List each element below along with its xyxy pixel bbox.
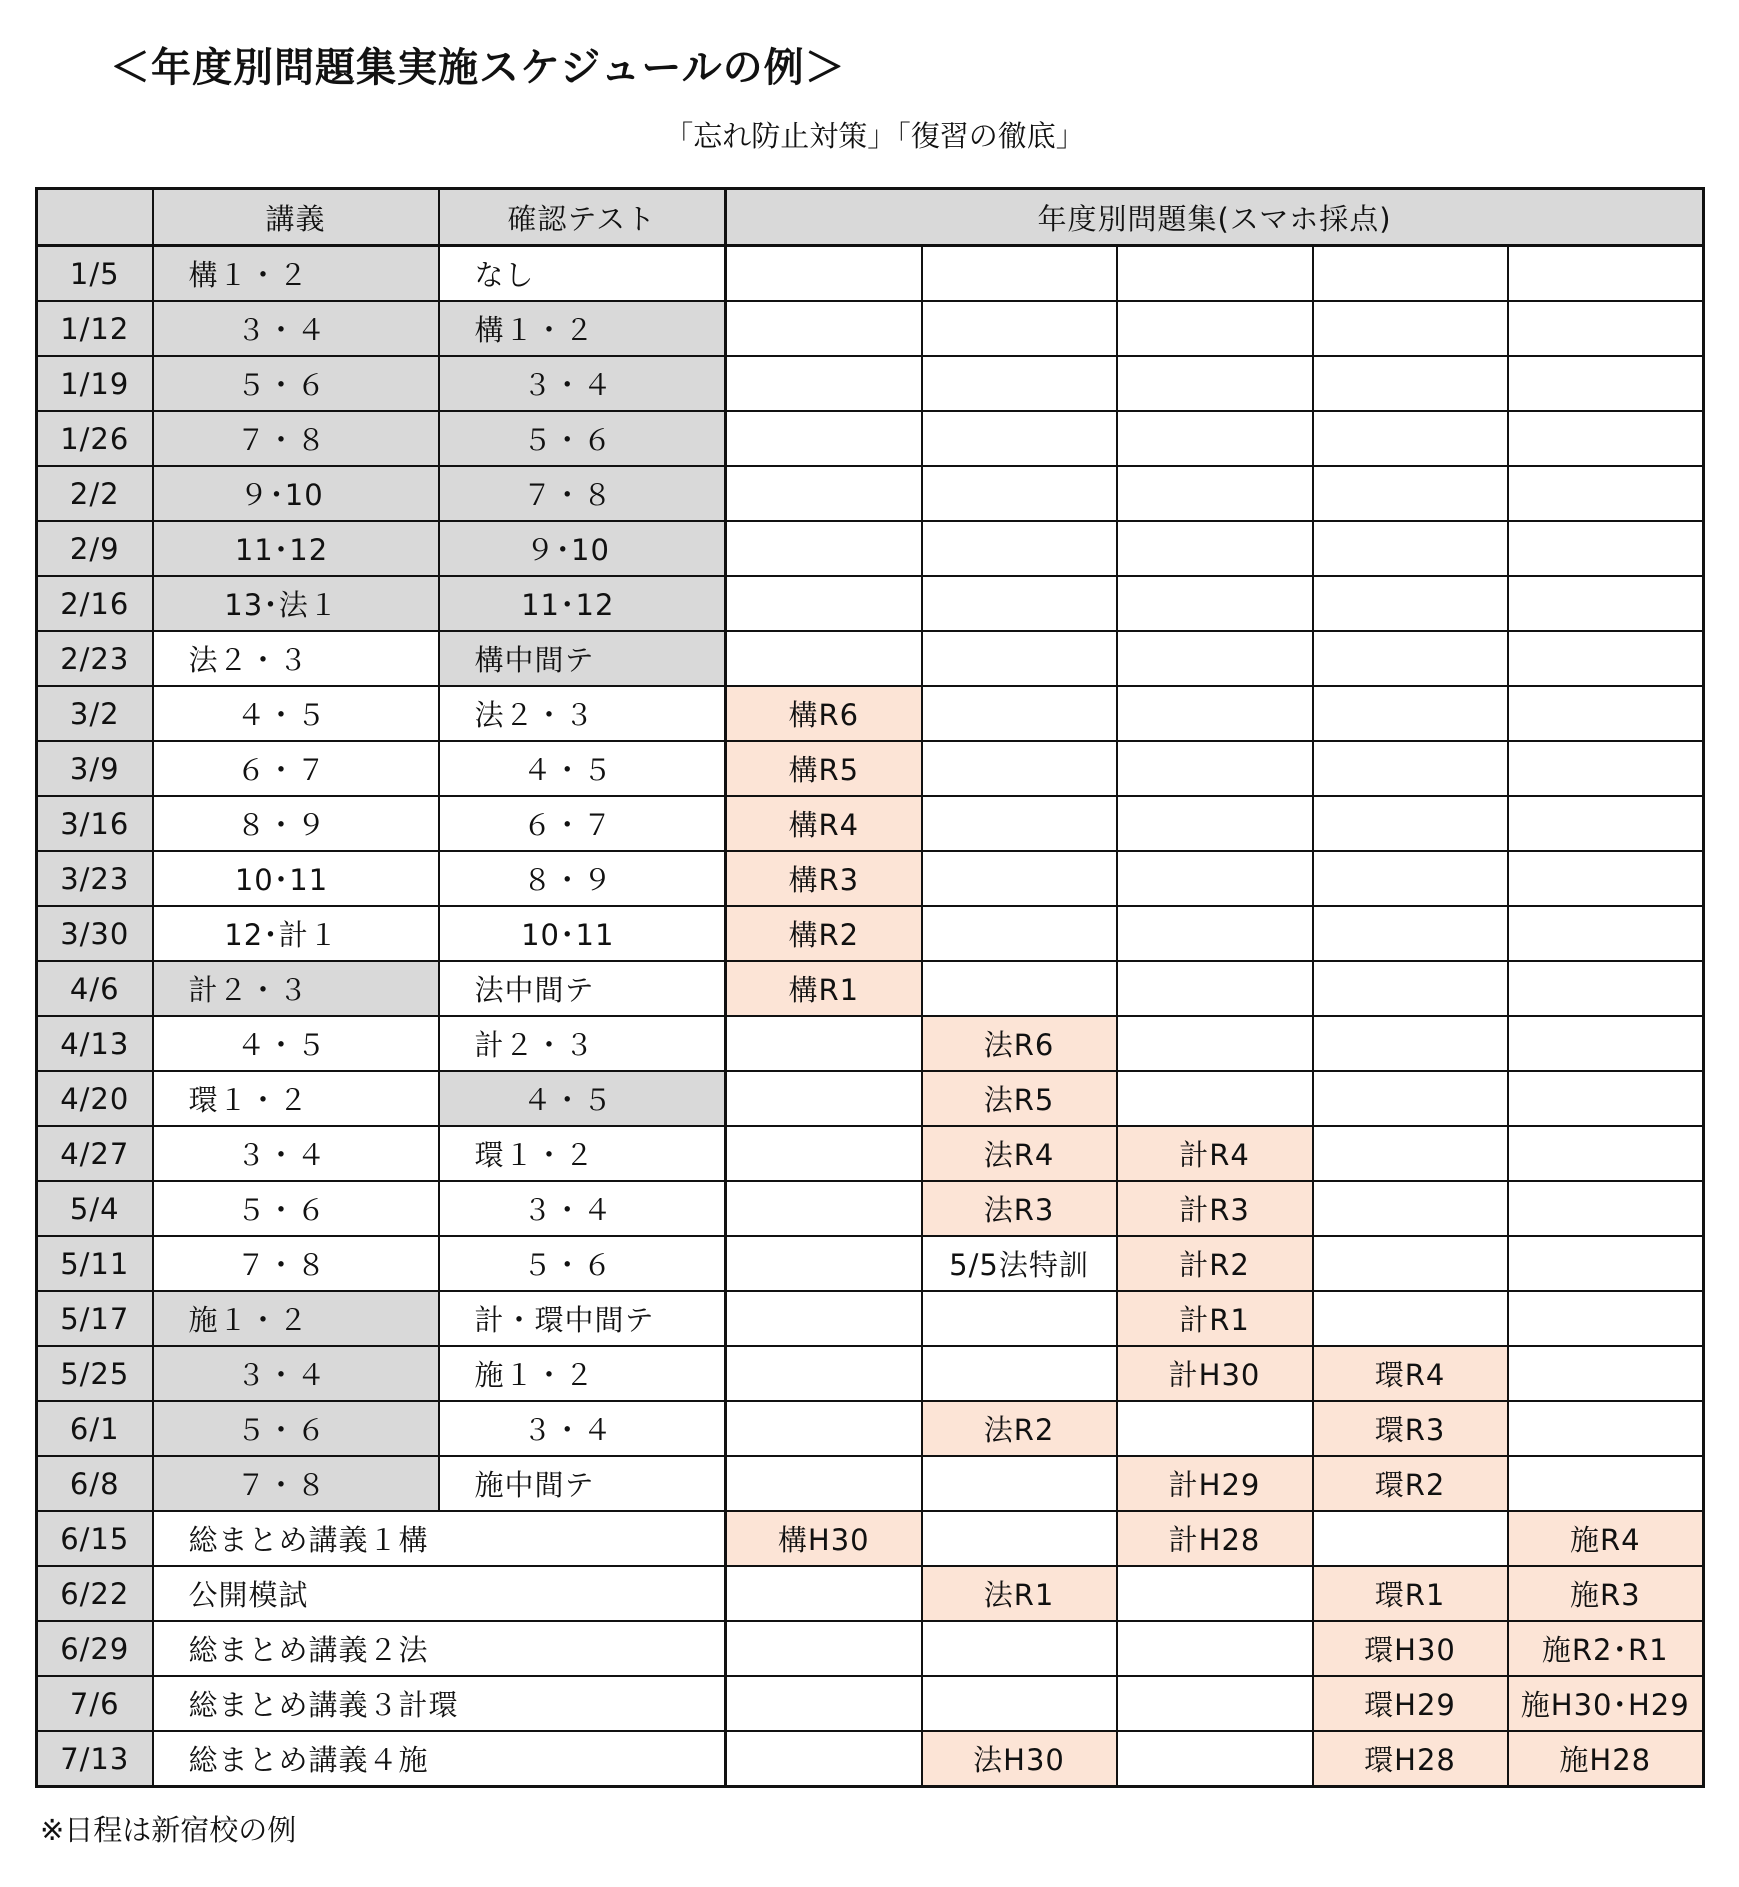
table-row [37,1071,1704,1126]
problem-cell-1 [726,1016,922,1071]
row-test: ５・６ [439,1236,726,1291]
row-date: 2/9 [37,521,153,576]
problem-cell-1 [726,1181,922,1236]
problem-cell-5 [1508,576,1704,631]
row-date: 2/2 [37,466,153,521]
table-row [37,741,1704,796]
problem-cell-3 [1117,411,1313,466]
problem-cell-3 [1117,1071,1313,1126]
problem-cell-5 [1508,851,1704,906]
row-date: 7/6 [37,1676,153,1731]
table-row [37,686,1704,741]
problem-cell-2 [922,356,1117,411]
row-test: 構１・２ [439,301,726,356]
problem-cell-5 [1508,1071,1704,1126]
row-lecture: 法２・３ [153,631,439,686]
table-row [37,1346,1704,1401]
row-test: なし [439,246,726,302]
row-test: ９･10 [439,521,726,576]
problem-cell-4 [1313,1511,1508,1566]
problem-cell-4 [1313,1071,1508,1126]
row-test: ３・４ [439,1401,726,1456]
problem-cell-4 [1313,961,1508,1016]
row-date: 6/1 [37,1401,153,1456]
row-lecture: 13･法１ [153,576,439,631]
row-lecture: ４・５ [153,1016,439,1071]
table-row [37,356,1704,411]
problem-cell-1 [726,1126,922,1181]
row-date: 2/23 [37,631,153,686]
row-test: 環１・２ [439,1126,726,1181]
row-date: 6/22 [37,1566,153,1621]
problem-cell-3 [1117,1016,1313,1071]
row-date: 6/15 [37,1511,153,1566]
problem-cell-1 [726,1456,922,1511]
problem-cell-1: 構R4 [726,796,922,851]
row-date: 1/12 [37,301,153,356]
row-date: 7/13 [37,1731,153,1787]
row-date: 1/19 [37,356,153,411]
problem-cell-5 [1508,1291,1704,1346]
row-test: 構中間テ [439,631,726,686]
problem-cell-3 [1117,1621,1313,1676]
problem-cell-5 [1508,1346,1704,1401]
row-date: 5/4 [37,1181,153,1236]
table-row [37,1291,1704,1346]
row-date: 4/6 [37,961,153,1016]
table-row [37,576,1704,631]
problem-cell-2 [922,1676,1117,1731]
table-row [37,1731,1704,1787]
problem-cell-2: 法R2 [922,1401,1117,1456]
row-date: 1/26 [37,411,153,466]
row-date: 5/17 [37,1291,153,1346]
table-row [37,1181,1704,1236]
problem-cell-3 [1117,356,1313,411]
table-row [37,1236,1704,1291]
problem-cell-1 [726,1071,922,1126]
problem-cell-2 [922,301,1117,356]
problem-cell-1: 構R2 [726,906,922,961]
problem-cell-5 [1508,796,1704,851]
row-test: ３・４ [439,1181,726,1236]
row-lecture: 12･計１ [153,906,439,961]
problem-cell-2 [922,741,1117,796]
problem-cell-4 [1313,411,1508,466]
table-row [37,246,1704,302]
table-row [37,796,1704,851]
problem-cell-4 [1313,1016,1508,1071]
problem-cell-5 [1508,741,1704,796]
problem-cell-2: 5/5法特訓 [922,1236,1117,1291]
table-row [37,411,1704,466]
problem-cell-5 [1508,1401,1704,1456]
problem-cell-1 [726,1291,922,1346]
problem-cell-4 [1313,301,1508,356]
problem-cell-1 [726,1346,922,1401]
row-test: 計２・３ [439,1016,726,1071]
problem-cell-3: 計H30 [1117,1346,1313,1401]
problem-cell-3: 計H29 [1117,1456,1313,1511]
row-test: 施中間テ [439,1456,726,1511]
problem-cell-1 [726,631,922,686]
table-row [37,521,1704,576]
problem-cell-3: 計R1 [1117,1291,1313,1346]
problem-cell-2 [922,961,1117,1016]
problem-cell-3: 計R2 [1117,1236,1313,1291]
problem-cell-3 [1117,796,1313,851]
problem-cell-5 [1508,631,1704,686]
row-test: ６・７ [439,796,726,851]
problem-cell-2 [922,1291,1117,1346]
problem-cell-1 [726,411,922,466]
table-row [37,1401,1704,1456]
problem-cell-3 [1117,631,1313,686]
row-lecture: ５・６ [153,1401,439,1456]
row-lecture: ７・８ [153,1456,439,1511]
problem-cell-1 [726,466,922,521]
table-row [37,631,1704,686]
problem-cell-3 [1117,741,1313,796]
table-row [37,1126,1704,1181]
problem-cell-5 [1508,906,1704,961]
row-date: 3/9 [37,741,153,796]
row-test: 法中間テ [439,961,726,1016]
problem-cell-3 [1117,576,1313,631]
problem-cell-1 [726,246,922,302]
row-date: 6/29 [37,1621,153,1676]
page-title: ＜年度別問題集実施スケジュールの例＞ [110,45,846,91]
problem-cell-2 [922,521,1117,576]
header-problems: 年度別問題集(スマホ採点) [726,189,1704,246]
row-date: 3/23 [37,851,153,906]
problem-cell-1: 構R5 [726,741,922,796]
problem-cell-3 [1117,851,1313,906]
schedule-table [35,187,1705,1788]
problem-cell-1: 構H30 [726,1511,922,1566]
problem-cell-2 [922,851,1117,906]
row-date: 3/16 [37,796,153,851]
problem-cell-5: 施R4 [1508,1511,1704,1566]
row-lecture: 環１・２ [153,1071,439,1126]
row-test: ４・５ [439,741,726,796]
problem-cell-2 [922,411,1117,466]
problem-cell-4: 環H30 [1313,1621,1508,1676]
row-date: 2/16 [37,576,153,631]
row-lecture: ３・４ [153,1126,439,1181]
problem-cell-2: 法H30 [922,1731,1117,1787]
problem-cell-5 [1508,1016,1704,1071]
problem-cell-3 [1117,521,1313,576]
table-row [37,1456,1704,1511]
table-row [37,301,1704,356]
row-test: ３・４ [439,356,726,411]
row-date: 6/8 [37,1456,153,1511]
row-lecture: ５・６ [153,1181,439,1236]
problem-cell-5 [1508,356,1704,411]
problem-cell-5 [1508,466,1704,521]
problem-cell-2 [922,631,1117,686]
problem-cell-3 [1117,246,1313,302]
row-test: 10･11 [439,906,726,961]
problem-cell-5: 施H28 [1508,1731,1704,1787]
problem-cell-1 [726,1236,922,1291]
row-date: 3/2 [37,686,153,741]
row-date: 4/13 [37,1016,153,1071]
problem-cell-4 [1313,686,1508,741]
row-date: 4/27 [37,1126,153,1181]
problem-cell-1: 構R3 [726,851,922,906]
row-test: ５・６ [439,411,726,466]
problem-cell-3 [1117,301,1313,356]
problem-cell-4: 環H29 [1313,1676,1508,1731]
row-date: 1/5 [37,246,153,302]
problem-cell-1 [726,1676,922,1731]
problem-cell-4 [1313,521,1508,576]
problem-cell-2 [922,246,1117,302]
row-test: 法２・３ [439,686,726,741]
problem-cell-4: 環R2 [1313,1456,1508,1511]
problem-cell-2 [922,1621,1117,1676]
problem-cell-5 [1508,301,1704,356]
row-lecture: 計２・３ [153,961,439,1016]
header-test: 確認テスト [439,189,726,246]
problem-cell-2: 法R3 [922,1181,1117,1236]
problem-cell-4 [1313,1236,1508,1291]
problem-cell-5 [1508,521,1704,576]
problem-cell-4 [1313,1291,1508,1346]
row-lecture: 総まとめ講義１構 [153,1511,726,1566]
table-header-row [37,189,1704,246]
row-lecture: ６・７ [153,741,439,796]
row-test: 11･12 [439,576,726,631]
problem-cell-2 [922,466,1117,521]
problem-cell-5 [1508,411,1704,466]
header-date [37,189,153,246]
row-lecture: ７・８ [153,1236,439,1291]
row-date: 3/30 [37,906,153,961]
problem-cell-3: 計R3 [1117,1181,1313,1236]
problem-cell-2 [922,1346,1117,1401]
problem-cell-1 [726,1401,922,1456]
table-row [37,1566,1704,1621]
row-test: 施１・２ [439,1346,726,1401]
problem-cell-5: 施H30･H29 [1508,1676,1704,1731]
problem-cell-5: 施R2･R1 [1508,1621,1704,1676]
problem-cell-1 [726,1621,922,1676]
table-row [37,906,1704,961]
problem-cell-4: 環R3 [1313,1401,1508,1456]
table-row [37,961,1704,1016]
problem-cell-5 [1508,686,1704,741]
problem-cell-5 [1508,1236,1704,1291]
row-lecture: 公開模試 [153,1566,726,1621]
row-lecture: ５・６ [153,356,439,411]
problem-cell-2: 法R5 [922,1071,1117,1126]
table-row [37,466,1704,521]
problem-cell-4 [1313,356,1508,411]
row-lecture: 施１・２ [153,1291,439,1346]
row-lecture: 構１・２ [153,246,439,302]
problem-cell-2: 法R4 [922,1126,1117,1181]
problem-cell-2 [922,906,1117,961]
table-row [37,1621,1704,1676]
row-test: ７・８ [439,466,726,521]
problem-cell-3 [1117,466,1313,521]
problem-cell-1 [726,1731,922,1787]
problem-cell-3 [1117,1566,1313,1621]
row-test: ４・５ [439,1071,726,1126]
problem-cell-4 [1313,246,1508,302]
problem-cell-5 [1508,1181,1704,1236]
problem-cell-1 [726,301,922,356]
problem-cell-3 [1117,686,1313,741]
problem-cell-1 [726,576,922,631]
row-lecture: ７・８ [153,411,439,466]
problem-cell-2: 法R1 [922,1566,1117,1621]
problem-cell-4: 環H28 [1313,1731,1508,1787]
row-lecture: ８・９ [153,796,439,851]
row-lecture: 総まとめ講義２法 [153,1621,726,1676]
row-test: ８・９ [439,851,726,906]
problem-cell-2 [922,1511,1117,1566]
problem-cell-5 [1508,961,1704,1016]
footnote: ※日程は新宿校の例 [40,1813,297,1847]
problem-cell-4 [1313,741,1508,796]
problem-cell-2 [922,686,1117,741]
row-date: 4/20 [37,1071,153,1126]
problem-cell-4 [1313,1126,1508,1181]
problem-cell-4 [1313,466,1508,521]
row-lecture: ４・５ [153,686,439,741]
problem-cell-2: 法R6 [922,1016,1117,1071]
row-lecture: 総まとめ講義３計環 [153,1676,726,1731]
problem-cell-4: 環R4 [1313,1346,1508,1401]
problem-cell-4 [1313,576,1508,631]
problem-cell-4 [1313,1181,1508,1236]
problem-cell-3 [1117,1676,1313,1731]
row-lecture: 総まとめ講義４施 [153,1731,726,1787]
row-date: 5/11 [37,1236,153,1291]
row-lecture: ９･10 [153,466,439,521]
problem-cell-5: 施R3 [1508,1566,1704,1621]
problem-cell-3 [1117,1401,1313,1456]
row-test: 計・環中間テ [439,1291,726,1346]
problem-cell-3: 計R4 [1117,1126,1313,1181]
problem-cell-3 [1117,906,1313,961]
problem-cell-5 [1508,1126,1704,1181]
problem-cell-2 [922,576,1117,631]
row-lecture: 10･11 [153,851,439,906]
table-row [37,851,1704,906]
problem-cell-3: 計H28 [1117,1511,1313,1566]
problem-cell-4 [1313,906,1508,961]
table-row [37,1676,1704,1731]
row-lecture: ３・４ [153,1346,439,1401]
problem-cell-4 [1313,631,1508,686]
table-row [37,1016,1704,1071]
problem-cell-1 [726,356,922,411]
row-date: 5/25 [37,1346,153,1401]
problem-cell-4 [1313,796,1508,851]
problem-cell-2 [922,1456,1117,1511]
row-lecture: ３・４ [153,301,439,356]
problem-cell-2 [922,796,1117,851]
problem-cell-5 [1508,1456,1704,1511]
problem-cell-4 [1313,851,1508,906]
page-subtitle: 「忘れ防止対策」「復習の徹底」 [664,119,1085,153]
problem-cell-5 [1508,246,1704,302]
table-row [37,1511,1704,1566]
problem-cell-1 [726,521,922,576]
problem-cell-1 [726,1566,922,1621]
problem-cell-1: 構R1 [726,961,922,1016]
header-lecture: 講義 [153,189,439,246]
problem-cell-4: 環R1 [1313,1566,1508,1621]
row-lecture: 11･12 [153,521,439,576]
problem-cell-3 [1117,1731,1313,1787]
problem-cell-1: 構R6 [726,686,922,741]
problem-cell-3 [1117,961,1313,1016]
